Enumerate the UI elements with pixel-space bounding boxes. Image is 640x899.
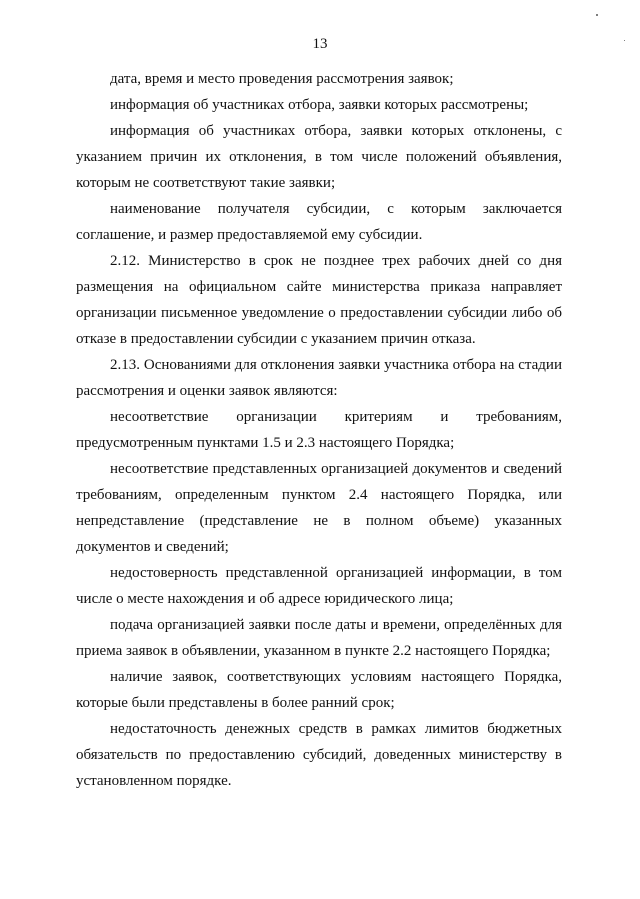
- paragraph-rejected-participants: информация об участниках отбора, заявки которых отклонены, с указанием причин их отклонения, в том числе положений объявления, которым не соответствуют такие заявки;: [76, 123, 562, 191]
- document-body: [76, 66, 562, 794]
- page-number: 13: [312, 36, 328, 52]
- paragraph-criteria-mismatch: несоответствие организации критериям и требованиям, предусмотренным пунктами 1.5 и 2.3 настоящего Порядка;: [76, 409, 562, 451]
- paragraph-late-submission: подача организацией заявки после даты и времени, определённых для приема заявок в объявлении, указанном в пункте 2.2 настоящего Порядка;: [76, 617, 562, 659]
- paragraph-documents-mismatch: несоответствие представленных организацией документов и сведений требованиям, определенным пунктом 2.4 настоящего Порядка, или непредставление (представление не в полном объеме) указанных документов и сведений;: [76, 461, 562, 555]
- paragraph-false-information: недостоверность представленной организацией информации, в том числе о месте нахождения и об адресе юридического лица;: [76, 565, 562, 607]
- scan-speck: [624, 40, 625, 41]
- paragraph-reviewed-participants: информация об участниках отбора, заявки которых рассмотрены;: [110, 97, 529, 113]
- paragraph-2-13: 2.13. Основаниями для отклонения заявки участника отбора на стадии рассмотрения и оценки заявок являются:: [76, 357, 562, 399]
- paragraph-2-12: 2.12. Министерство в срок не позднее трех рабочих дней со дня размещения на официальном сайте министерства приказа направляет организации письменное уведомление о предоставлении субсидии либо об отказе в предоставлении субсидии с указанием причин отказа.: [76, 253, 562, 347]
- paragraph-earlier-applications: наличие заявок, соответствующих условиям настоящего Порядка, которые были представлены в более ранний срок;: [76, 669, 562, 711]
- paragraph-recipient-name: наименование получателя субсидии, с которым заключается соглашение, и размер предоставляемой ему субсидии.: [76, 201, 562, 243]
- paragraph-insufficient-funds: недостаточность денежных средств в рамках лимитов бюджетных обязательств по предоставлению субсидий, доведенных министерству в установленном порядке.: [76, 721, 562, 789]
- paragraph-meeting-details: дата, время и место проведения рассмотрения заявок;: [110, 71, 454, 87]
- scan-speck: [596, 14, 598, 16]
